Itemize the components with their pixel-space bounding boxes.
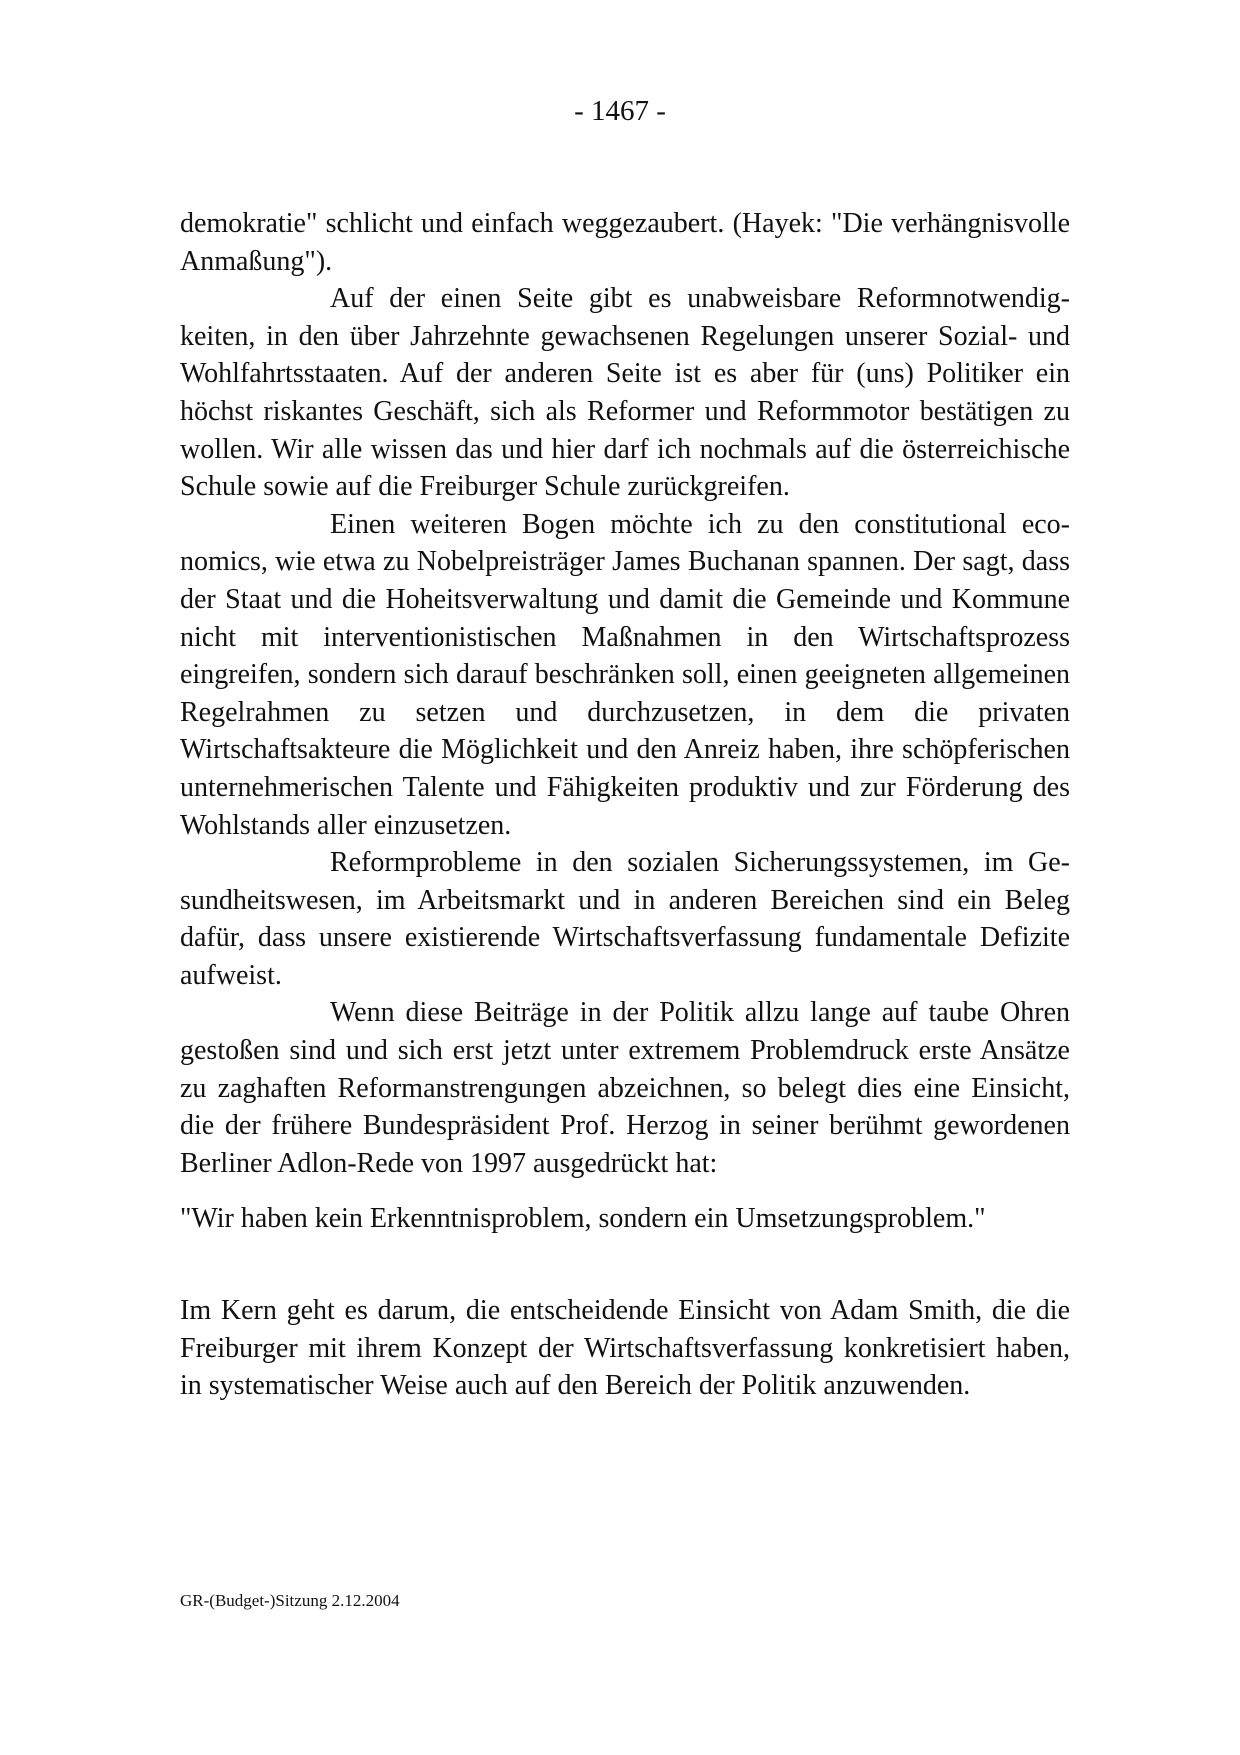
herzog-quote: "Wir haben kein Erkenntnisproblem, sondern ein Umsetzungsproblem." bbox=[180, 1203, 986, 1235]
footer-session-label: GR-(Budget-)Sitzung 2.12.2004 bbox=[180, 1591, 400, 1610]
paragraph-reform-problems: Reformprobleme in den sozialen Sicherungssystemen, im Gesundheitswesen, im Arbeitsmarkt und in anderen Bereichen sind ein Beleg dafür, dass unsere existierende Wirtschaftsverfassung fundamentale Defizite aufweist. bbox=[180, 847, 1070, 991]
paragraph-reform-necessity: Auf der einen Seite gibt es unabweisbare Reformnotwendigkeiten, in den über Jahrzehnte gewachsenen Regelungen unserer Sozial- und Wohlfahrtsstaaten. Auf der anderen Seite ist es aber für (uns) Politiker ein höchst riskantes Geschäft, sich als Reformer und Reformmotor bestätigen zu wollen. Wir alle wissen das und hier darf ich nochmals auf die österreichische Schule sowie auf die Freiburger Schule zurückgreifen. bbox=[180, 283, 1070, 503]
page-number: - 1467 - bbox=[574, 95, 666, 127]
document-body bbox=[180, 205, 1070, 1405]
paragraph-adam-smith: Im Kern geht es darum, die entscheidende Einsicht von Adam Smith, die die Freiburger mit ihrem Konzept der Wirtschaftsverfassung konkretisiert haben, in systematischer Weise auch auf den Bereich der Politik anzuwenden. bbox=[180, 1295, 1070, 1402]
paragraph-herzog-speech: Wenn diese Beiträge in der Politik allzu lange auf taube Ohren gestoßen sind und sich erst jetzt unter extremem Problemdruck erste Ansätze zu zaghaften Reformanstrengungen abzeichnen, so belegt dies eine Einsicht, die der frühere Bundespräsident Prof. Herzog in seiner berühmt gewordenen Berliner Adlon-Rede von 1997 ausgedrückt hat: bbox=[180, 997, 1070, 1179]
paragraph-hayek-continuation: demokratie" schlicht und einfach weggezaubert. (Hayek: "Die verhängnisvolle Anmaßung"). bbox=[180, 208, 1070, 277]
paragraph-constitutional-economics: Einen weiteren Bogen möchte ich zu den constitutional economics, wie etwa zu Nobelpreisträger James Buchanan spannen. Der sagt, dass der Staat und die Hoheitsverwaltung und damit die Gemeinde und Kommune nicht mit interventionistischen Maßnahmen in den Wirtschaftsprozess eingreifen, sondern sich darauf beschränken soll, einen geeigneten allgemeinen Regelrahmen zu setzen und durchzusetzen, in dem die privaten Wirtschaftsakteure die Möglichkeit und den Anreiz haben, ihre schöpferischen unternehmerischen Talente und Fähigkeiten produktiv und zur Förderung des Wohlstands aller einzusetzen. bbox=[180, 508, 1070, 841]
